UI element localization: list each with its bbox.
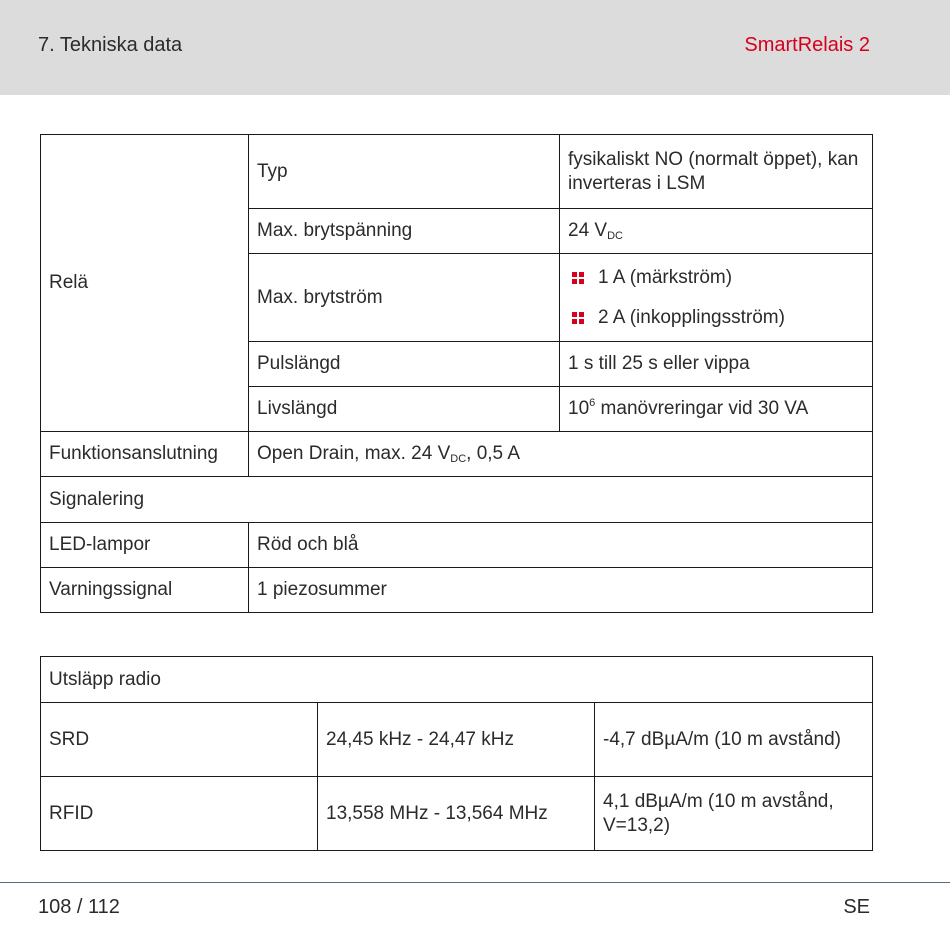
max-current-value	[560, 254, 873, 342]
radio-range: 13,558 MHz - 13,564 MHz	[318, 777, 595, 851]
footer-divider	[0, 882, 950, 883]
warning-value: 1 piezosummer	[249, 568, 873, 613]
list-item: 1 A (märkström)	[568, 258, 864, 298]
table-row	[41, 703, 873, 777]
page-header	[0, 0, 950, 95]
radio-name: SRD	[41, 703, 318, 777]
radio-value: 4,1 dBµA/m (10 m avstånd, V=13,2)	[595, 777, 873, 851]
typ-label: Typ	[249, 135, 560, 209]
radio-range: 24,45 kHz - 24,47 kHz	[318, 703, 595, 777]
radio-emission-table	[40, 656, 873, 851]
life-value: $10^6$ manövreringar vid 30 VA	[560, 387, 873, 432]
table-row	[41, 777, 873, 851]
list-item: 2 A (inkopplingsström)	[568, 298, 864, 338]
relay-spec-table	[40, 134, 873, 613]
led-label: LED-lampor	[41, 523, 249, 568]
function-value: Open Drain, max. 24 $V_{DC}$, 0,5 A	[249, 432, 873, 477]
bullet-icon	[572, 312, 584, 324]
product-name: SmartRelais 2	[744, 34, 870, 56]
signal-header: Signalering	[41, 477, 873, 523]
rela-label-cell: Relä	[41, 135, 249, 432]
pulse-label: Pulslängd	[249, 342, 560, 387]
life-label: Livslängd	[249, 387, 560, 432]
radio-header: Utsläpp radio	[41, 657, 873, 703]
max-voltage-value: 24 $V_{DC}$	[560, 209, 873, 254]
pulse-value: 1 s till 25 s eller vippa	[560, 342, 873, 387]
bullet-icon	[572, 272, 584, 284]
radio-name: RFID	[41, 777, 318, 851]
max-voltage-label: Max. brytspänning	[249, 209, 560, 254]
max-current-label: Max. brytström	[249, 254, 560, 342]
warning-label: Varningssignal	[41, 568, 249, 613]
typ-value: fysikaliskt NO (normalt öppet), kan inverteras i LSM	[560, 135, 873, 209]
page-number: 108 / 112	[38, 896, 120, 918]
language-code: SE	[843, 896, 870, 918]
led-value: Röd och blå	[249, 523, 873, 568]
radio-value: -4,7 dBµA/m (10 m avstånd)	[595, 703, 873, 777]
function-label: Funktionsanslutning	[41, 432, 249, 477]
section-title: 7. Tekniska data	[38, 34, 183, 56]
